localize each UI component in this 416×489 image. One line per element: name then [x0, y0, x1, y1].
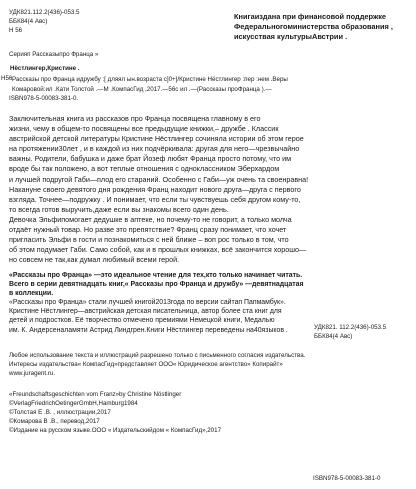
- biblio-line: Комаровой:ил .Кати Толстой .—М .КомпасГид ,2017.—56с ил .—(Рассказы проФранца ).—: [12, 86, 272, 93]
- bibliographic-description: [12, 75, 288, 95]
- series-note-line: «Рассказы про Франца» —это идеальное чтение для тех,кто только начинает читать.: [9, 272, 303, 279]
- annotation: [9, 114, 308, 265]
- series-name: Серияп Рассказыпро Франца »: [9, 51, 99, 58]
- biblio-line: Рассказы про Франца идружбу :[ дляял ын.возраста с]0+]/Кристине Нёстлингер :пер :нем .Веры: [12, 76, 288, 83]
- isbn-bottom: ISBN978-5-00083-381-0: [313, 475, 381, 482]
- funding-line: Книгаиздана при финансовой поддержке: [234, 12, 386, 21]
- annotation-line: вроде бы так положено, а вот теплые отношения с одноклассником Эберхардом: [9, 164, 280, 174]
- isbn-top: ISBN978-5-00083-381-0.: [9, 95, 79, 102]
- copyright-line: «Freundschaftsgeschichten vom Franz»by Christine Nöstlinger: [9, 391, 182, 398]
- rights-line: www.juragent.ru.: [9, 370, 56, 377]
- rights-notice: [9, 351, 305, 378]
- annotation-line: пригласить Эльфи в гости и познакомиться с ней ближе – воп рос только в том, что: [9, 235, 289, 245]
- author-heading: Нёстлингер,Кристине .: [10, 65, 80, 72]
- author-code: Н56: [1, 75, 13, 82]
- annotation-line: жизни, чему в общем-то посвящены все предыдущие книжки,– дружбе . Классик: [9, 124, 279, 134]
- copyright-line: ©Комарова В .В., перевод,2017: [9, 418, 100, 425]
- funding-notice: [234, 12, 393, 42]
- series-note-line: Всего в серии девятнадцать книг,« Рассказы про Франца и дружбу» —девятнадцатая: [9, 281, 304, 289]
- annotation-line: Заключительная книга из рассказов про Франца посвящена главному в его: [9, 114, 261, 123]
- copyright-block: [9, 390, 221, 435]
- annotation-line: и лучшей подругой Габи—плод его стараний. Особенно с Габи—уж очень та своенравна!: [9, 174, 309, 184]
- udk-line: УДК821.112.2(436)-053.5: [9, 9, 80, 16]
- rights-line: Интересы издательства« КомпасГид»представляет ООО« Юридическое агентство» Копирайт»: [9, 361, 283, 368]
- author-mark-line: Н 56: [9, 27, 23, 34]
- annotation-line: то всегда готов выручить,даже если вы знакомы всего один день.: [9, 204, 229, 214]
- udk-classification-bottom: [314, 323, 386, 341]
- annotation-line: австрийской детской литературы Кристине Нёстлингер сочиняла истории об этом герое: [9, 134, 304, 144]
- annotation-line: Девочка Эльфипомогает дедушке в аптеке, но почему-то не говорит, а только молча: [9, 214, 292, 224]
- award-line: «Рассказы про Франца» стали лучшей книгой2013года по версии сайтап Папмамбук».: [9, 299, 286, 307]
- award-line: Кристине Нёстлингер—австрийская детская писательница, автор более ста книг для: [9, 308, 282, 316]
- annotation-line: Накануне своего девятого дня рождения Франц находит нового друга—друга с первого: [9, 184, 301, 194]
- rights-line: Любое использование текста и иллюстраций разрешено только с письменного согласия издательства.: [9, 352, 306, 359]
- copyright-line: ©Издание на русском языке.ООО « Издательскийдом « КомпасГид»,2017: [9, 427, 222, 434]
- series-note-line: в коллекции.: [9, 290, 54, 298]
- annotation-line: важны. Родители, бабушка и даже брат Йозеф любят Франца просто потому, что им: [9, 154, 292, 164]
- copyright-line: ©VerlagFriedrichOetingerGmbH,Hamburg1984: [9, 400, 138, 407]
- annotation-line: но совсем не так,как думал любимый всеми герой.: [9, 255, 180, 265]
- annotation-line: об этом подумает Габи. Само собой, как и в прошлых книжках, всё закончится хорошо—: [9, 245, 307, 255]
- funding-line: искусствая культурыАвстрии .: [234, 32, 348, 41]
- funding-line: Федеральногоминистерства образования ,: [234, 22, 393, 31]
- award-line: детей и подростков. Её творчество отмечено премиями Немецкой книги, Медалью: [9, 317, 275, 325]
- bbk-line: ББК84(4 Авс): [314, 333, 353, 340]
- annotation-line: взгляда. Точнее—подружку . И понимает, что если ты чувствуешь себя другом кому-то,: [9, 194, 301, 204]
- series-notes: [9, 271, 304, 335]
- award-line: им. К. Андерсеналамяти Астрид Линдгрен.Книги Нёстлингер переведены на40языков .: [9, 326, 288, 334]
- udk-line: УДК821. 112.2(436)-053.5: [314, 324, 387, 331]
- copyright-line: ©Толстая Е .В. , иллюстрации,2017: [9, 409, 111, 416]
- udk-classification-top: [9, 8, 80, 35]
- annotation-line: на протяжении30лет , и в каждой из них подчёркивала: другая для него—чрезвычайно: [9, 144, 300, 154]
- annotation-line: отдаёт нужный товар. Но разве это препятствие? Франц сразу понимает, что хочет: [9, 225, 287, 235]
- bbk-line: ББК84(4 Авс): [9, 18, 48, 25]
